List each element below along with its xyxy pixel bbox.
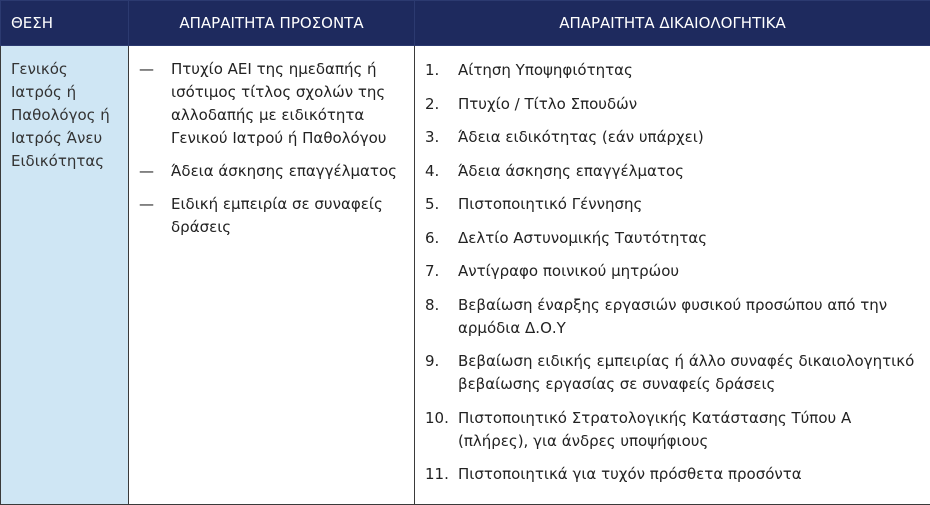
qualifications-cell bbox=[129, 46, 415, 505]
position-cell: Γενικός Ιατρός ή Παθολόγος ή Ιατρός Άνευ Ειδικότητας bbox=[1, 46, 129, 505]
document-item bbox=[425, 350, 922, 396]
document-number: 2. bbox=[425, 94, 440, 113]
header-qualifications: ΑΠΑΡΑΙΤΗΤΑ ΠΡΟΣΟΝΤΑ bbox=[129, 1, 415, 46]
document-text: Βεβαίωση έναρξης εργασιών φυσικού προσώπου από την αρμόδια Δ.Ο.Υ bbox=[458, 295, 888, 337]
table-row bbox=[1, 46, 930, 505]
document-text: Πιστοποιητικό Γέννησης bbox=[458, 195, 643, 213]
document-item bbox=[425, 126, 922, 149]
document-number: 7. bbox=[425, 262, 440, 280]
document-number: 3. bbox=[425, 128, 440, 146]
qualification-text: Πτυχίο ΑΕΙ της ημεδαπής ή ισότιμος τίτλος σχολών της αλλοδαπής με ειδικότητα Γενικού Ιατρού ή Παθολόγου bbox=[171, 60, 387, 147]
document-item bbox=[425, 294, 922, 340]
document-number: 1. bbox=[425, 61, 440, 79]
header-row bbox=[1, 1, 930, 46]
document-number: 11. bbox=[425, 465, 449, 483]
document-number: 4. bbox=[425, 161, 440, 180]
document-number: 6. bbox=[425, 228, 440, 247]
qualification-text: Άδεια άσκησης επαγγέλματος bbox=[171, 162, 397, 180]
document-item bbox=[425, 193, 922, 216]
document-item bbox=[425, 260, 922, 283]
header-documents: ΑΠΑΡΑΙΤΗΤΑ ΔΙΚΑΙΟΛΟΓΗΤΙΚΑ bbox=[415, 1, 930, 46]
document-text: Πιστοποιητικά για τυχόν πρόσθετα προσόντα bbox=[458, 465, 802, 483]
document-text: Άδεια ειδικότητας (εάν υπάρχει) bbox=[458, 128, 704, 146]
header-position: ΘΕΣΗ bbox=[1, 1, 129, 46]
document-item bbox=[425, 407, 922, 453]
document-text: Αντίγραφο ποινικού μητρώου bbox=[458, 262, 680, 280]
document-text: Δελτίο Αστυνομικής Ταυτότητας bbox=[458, 228, 708, 247]
document-item bbox=[425, 160, 922, 183]
document-text: Άδεια άσκησης επαγγέλματος bbox=[458, 161, 684, 180]
dash-bullet: — bbox=[139, 195, 154, 213]
document-item bbox=[425, 227, 922, 250]
dash-bullet: — bbox=[139, 162, 154, 180]
qualification-item bbox=[139, 193, 406, 239]
document-item bbox=[425, 59, 922, 82]
document-text: Πιστοποιητικό Στρατολογικής Κατάστασης Τύπου Α (πλήρες), για άνδρες υποψήφιους bbox=[458, 408, 852, 450]
qualification-item bbox=[139, 160, 406, 183]
document-number: 9. bbox=[425, 352, 440, 370]
document-text: Πτυχίο / Τίτλο Σπουδών bbox=[458, 94, 638, 113]
document-text: Βεβαίωση ειδικής εμπειρίας ή άλλο συναφές δικαιολογητικό βεβαίωσης εργασίας σε συναφείς δράσεις bbox=[458, 352, 915, 393]
qualification-text: Ειδική εμπειρία σε συναφείς δράσεις bbox=[171, 195, 383, 236]
document-number: 5. bbox=[425, 195, 440, 213]
document-text: Αίτηση Υποψηφιότητας bbox=[458, 61, 633, 79]
dash-bullet: — bbox=[139, 60, 154, 78]
qualification-item bbox=[139, 58, 406, 150]
document-item bbox=[425, 463, 922, 486]
documents-cell bbox=[415, 46, 930, 505]
document-number: 8. bbox=[425, 295, 440, 314]
document-number: 10. bbox=[425, 408, 449, 427]
document-item bbox=[425, 93, 922, 116]
